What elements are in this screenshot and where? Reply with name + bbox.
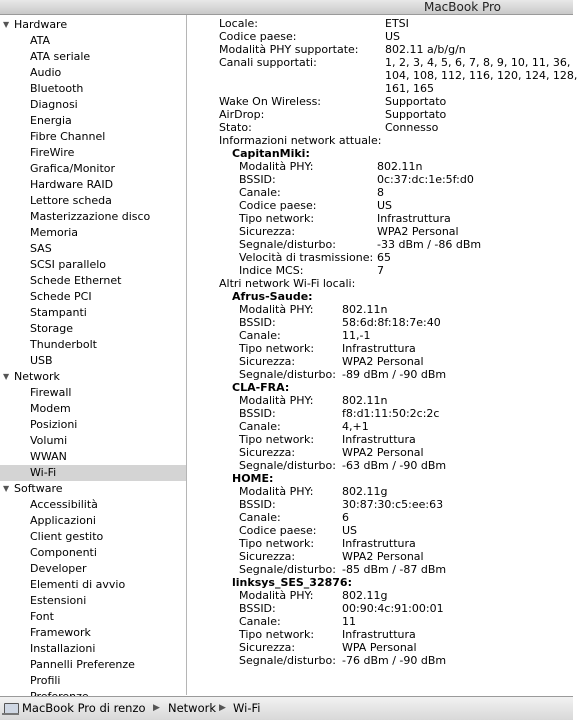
sidebar-item[interactable] <box>0 385 186 401</box>
sidebar-item[interactable] <box>0 657 186 673</box>
detail-row <box>187 342 573 355</box>
detail-value: -33 dBm / -86 dBm <box>377 238 482 251</box>
detail-value: Supportato <box>385 108 447 121</box>
detail-row <box>187 56 573 69</box>
title-bar <box>0 0 573 15</box>
detail-row <box>187 134 573 147</box>
sidebar-item[interactable] <box>0 577 186 593</box>
detail-key: Sicurezza: <box>239 446 296 459</box>
sidebar-item-label: Storage <box>30 322 74 335</box>
detail-value: 802.11n <box>377 160 423 173</box>
sidebar-item-label: Schede Ethernet <box>30 274 122 287</box>
detail-row <box>187 563 573 576</box>
detail-value: 802.11n <box>342 394 388 407</box>
detail-row <box>187 602 573 615</box>
detail-row <box>187 368 573 381</box>
sidebar-item-label: Stampanti <box>30 306 87 319</box>
detail-row <box>187 290 573 303</box>
sidebar-group-label: Network <box>14 370 60 383</box>
sidebar-item[interactable] <box>0 561 186 577</box>
sidebar-item[interactable] <box>0 257 186 273</box>
detail-key: Segnale/disturbo: <box>239 563 336 576</box>
window-title: MacBook Pro <box>423 0 501 14</box>
sidebar-item-label: ATA seriale <box>30 50 91 63</box>
sidebar-item[interactable] <box>0 241 186 257</box>
detail-value: 802.11g <box>342 589 388 602</box>
sidebar[interactable] <box>0 15 187 695</box>
detail-row <box>187 225 573 238</box>
sidebar-item-label: Posizioni <box>30 418 78 431</box>
detail-key: Codice paese: <box>239 199 317 212</box>
sidebar-item[interactable] <box>0 545 186 561</box>
disclosure-triangle-icon[interactable]: ▼ <box>3 484 10 493</box>
sidebar-item[interactable] <box>0 145 186 161</box>
detail-row <box>187 160 573 173</box>
detail-value: 11,-1 <box>342 329 371 342</box>
sidebar-item-label: Estensioni <box>30 594 87 607</box>
detail-value: 00:90:4c:91:00:01 <box>342 602 444 615</box>
detail-row <box>187 329 573 342</box>
detail-row <box>187 303 573 316</box>
detail-key: Altri network Wi-Fi locali: <box>219 277 356 290</box>
sidebar-item[interactable] <box>0 321 186 337</box>
detail-row <box>187 355 573 368</box>
sidebar-item[interactable] <box>0 417 186 433</box>
detail-value: 161, 165 <box>385 82 434 95</box>
sidebar-item-label: Schede PCI <box>30 290 92 303</box>
detail-key: BSSID: <box>239 173 276 186</box>
detail-key: Codice paese: <box>219 30 297 43</box>
detail-value: 30:87:30:c5:ee:63 <box>342 498 444 511</box>
detail-value: US <box>385 30 401 43</box>
sidebar-item-label: Memoria <box>30 226 79 239</box>
detail-row <box>187 30 573 43</box>
sidebar-item-label: FireWire <box>30 146 75 159</box>
detail-value: Supportato <box>385 95 447 108</box>
detail-row <box>187 147 573 160</box>
sidebar-item-label: WWAN <box>30 450 67 463</box>
detail-row <box>187 615 573 628</box>
detail-row <box>187 394 573 407</box>
detail-key: Tipo network: <box>239 537 315 550</box>
detail-key: Modalità PHY: <box>239 303 314 316</box>
detail-row <box>187 654 573 667</box>
detail-key: Modalità PHY: <box>239 160 314 173</box>
sidebar-item[interactable] <box>0 449 186 465</box>
sidebar-item-label: Framework <box>30 626 91 639</box>
sidebar-item[interactable] <box>0 337 186 353</box>
detail-value: Infrastruttura <box>377 212 451 225</box>
sidebar-item-label: Pannelli Preferenze <box>30 658 135 671</box>
sidebar-item-label: Diagnosi <box>30 98 78 111</box>
detail-key: Canale: <box>239 511 281 524</box>
detail-value: 11 <box>342 615 356 628</box>
detail-value: ETSI <box>385 17 409 30</box>
sidebar-group-0[interactable] <box>0 17 186 33</box>
sidebar-group-label: Hardware <box>14 18 68 31</box>
detail-key: Codice paese: <box>239 524 317 537</box>
sidebar-item[interactable] <box>0 465 186 481</box>
detail-row <box>187 641 573 654</box>
detail-row <box>187 316 573 329</box>
detail-value: Connesso <box>385 121 439 134</box>
chevron-right-icon: ▶ <box>153 703 160 713</box>
sidebar-item[interactable] <box>0 513 186 529</box>
detail-key: Segnale/disturbo: <box>239 238 336 251</box>
detail-key: Afrus-Saude: <box>232 290 313 303</box>
detail-key: Modalità PHY: <box>239 485 314 498</box>
detail-key: HOME: <box>232 472 274 485</box>
detail-key: BSSID: <box>239 498 276 511</box>
detail-value: 4,+1 <box>342 420 369 433</box>
detail-value: 65 <box>377 251 391 264</box>
detail-value: 802.11 a/b/g/n <box>385 43 466 56</box>
detail-value: Infrastruttura <box>342 628 416 641</box>
detail-key: Stato: <box>219 121 252 134</box>
detail-value: 802.11n <box>342 303 388 316</box>
sidebar-item-label: Lettore scheda <box>30 194 112 207</box>
detail-key: Locale: <box>219 17 258 30</box>
detail-key: Segnale/disturbo: <box>239 459 336 472</box>
detail-row <box>187 238 573 251</box>
sidebar-item[interactable] <box>0 97 186 113</box>
sidebar-item[interactable] <box>0 209 186 225</box>
detail-row <box>187 485 573 498</box>
detail-key: Wake On Wireless: <box>219 95 322 108</box>
detail-value: WPA2 Personal <box>377 225 459 238</box>
detail-value: 7 <box>377 264 384 277</box>
detail-row <box>187 121 573 134</box>
detail-row <box>187 576 573 589</box>
sidebar-item[interactable] <box>0 161 186 177</box>
detail-key: CLA-FRA: <box>232 381 290 394</box>
detail-row <box>187 433 573 446</box>
detail-key: Canale: <box>239 329 281 342</box>
sidebar-item[interactable] <box>0 529 186 545</box>
detail-key: Segnale/disturbo: <box>239 654 336 667</box>
sidebar-group-2[interactable] <box>0 481 186 497</box>
sidebar-group-label: Software <box>14 482 63 495</box>
sidebar-group-1[interactable] <box>0 369 186 385</box>
detail-value: 802.11g <box>342 485 388 498</box>
path-bar <box>0 696 573 720</box>
detail-key: Segnale/disturbo: <box>239 368 336 381</box>
detail-value: 104, 108, 112, 116, 120, 124, 128, <box>385 69 577 82</box>
detail-value: Infrastruttura <box>342 342 416 355</box>
sidebar-item[interactable] <box>0 273 186 289</box>
sidebar-item[interactable] <box>0 65 186 81</box>
detail-row <box>187 264 573 277</box>
sidebar-item[interactable] <box>0 225 186 241</box>
detail-value: WPA Personal <box>342 641 417 654</box>
detail-key: linksys_SES_32876: <box>232 576 352 589</box>
detail-key: Sicurezza: <box>239 550 296 563</box>
sidebar-item-label: Thunderbolt <box>30 338 97 351</box>
sidebar-item[interactable] <box>0 433 186 449</box>
sidebar-item[interactable] <box>0 401 186 417</box>
breadcrumb-network[interactable]: Network <box>168 701 217 715</box>
detail-value: -63 dBm / -90 dBm <box>342 459 447 472</box>
sidebar-item-label: SCSI parallelo <box>30 258 107 271</box>
sidebar-item-label: Volumi <box>30 434 68 447</box>
detail-row <box>187 524 573 537</box>
detail-row <box>187 407 573 420</box>
sidebar-item[interactable] <box>0 593 186 609</box>
detail-row <box>187 251 573 264</box>
sidebar-item-label: Bluetooth <box>30 82 84 95</box>
detail-row <box>187 550 573 563</box>
sidebar-item-label: Wi-Fi <box>30 466 57 479</box>
detail-row <box>187 446 573 459</box>
detail-row <box>187 589 573 602</box>
detail-key: Canale: <box>239 420 281 433</box>
detail-row <box>187 212 573 225</box>
sidebar-item[interactable] <box>0 497 186 513</box>
detail-key: AirDrop: <box>219 108 265 121</box>
sidebar-item-label: SAS <box>30 242 52 255</box>
detail-key: BSSID: <box>239 602 276 615</box>
detail-key: Tipo network: <box>239 628 315 641</box>
detail-pane <box>187 15 577 695</box>
detail-key: Velocità di trasmissione: <box>239 251 374 264</box>
sidebar-item[interactable] <box>0 49 186 65</box>
chevron-right-icon: ▶ <box>219 703 226 713</box>
detail-value: 58:6d:8f:18:7e:40 <box>342 316 441 329</box>
detail-key: Modalità PHY supportate: <box>219 43 359 56</box>
disclosure-triangle-icon[interactable]: ▼ <box>3 372 10 381</box>
detail-key: Sicurezza: <box>239 641 296 654</box>
sidebar-item[interactable] <box>0 193 186 209</box>
sidebar-item-label: Developer <box>30 562 87 575</box>
detail-value: 1, 2, 3, 4, 5, 6, 7, 8, 9, 10, 11, 36, <box>385 56 571 69</box>
detail-value: Infrastruttura <box>342 433 416 446</box>
detail-key: Canale: <box>239 615 281 628</box>
detail-value: 0c:37:dc:1e:5f:d0 <box>377 173 474 186</box>
sidebar-item-label: Accessibilità <box>30 498 98 511</box>
detail-value: 6 <box>342 511 349 524</box>
laptop-icon <box>4 703 19 714</box>
sidebar-item[interactable] <box>0 113 186 129</box>
sidebar-item[interactable] <box>0 353 186 369</box>
detail-key: BSSID: <box>239 316 276 329</box>
detail-row <box>187 420 573 433</box>
sidebar-item[interactable] <box>0 609 186 625</box>
sidebar-item-label: Applicazioni <box>30 514 96 527</box>
detail-row <box>187 537 573 550</box>
sidebar-item-label: Installazioni <box>30 642 96 655</box>
detail-value: -85 dBm / -87 dBm <box>342 563 447 576</box>
detail-value: Infrastruttura <box>342 537 416 550</box>
detail-key: Informazioni network attuale: <box>219 134 382 147</box>
sidebar-item-label: Profili <box>30 674 61 687</box>
sidebar-item[interactable] <box>0 289 186 305</box>
detail-key: Tipo network: <box>239 342 315 355</box>
detail-row <box>187 69 577 82</box>
detail-key: Modalità PHY: <box>239 589 314 602</box>
detail-key: BSSID: <box>239 407 276 420</box>
detail-key: Indice MCS: <box>239 264 304 277</box>
detail-row <box>187 628 573 641</box>
detail-row <box>187 199 573 212</box>
detail-row <box>187 173 573 186</box>
detail-row <box>187 95 573 108</box>
sidebar-item-label: Elementi di avvio <box>30 578 126 591</box>
sidebar-item[interactable] <box>0 641 186 657</box>
sidebar-item[interactable] <box>0 33 186 49</box>
detail-key: Sicurezza: <box>239 225 296 238</box>
detail-row <box>187 108 573 121</box>
detail-value: WPA2 Personal <box>342 446 424 459</box>
detail-row <box>187 186 573 199</box>
detail-value: 8 <box>377 186 384 199</box>
detail-row <box>187 511 573 524</box>
detail-key: Canale: <box>239 186 281 199</box>
detail-key: Modalità PHY: <box>239 394 314 407</box>
sidebar-item[interactable] <box>0 625 186 641</box>
detail-value: f8:d1:11:50:2c:2c <box>342 407 440 420</box>
detail-value: -89 dBm / -90 dBm <box>342 368 447 381</box>
detail-key: Sicurezza: <box>239 355 296 368</box>
sidebar-item[interactable] <box>0 81 186 97</box>
detail-value: WPA2 Personal <box>342 550 424 563</box>
sidebar-item-label: USB <box>30 354 53 367</box>
detail-key: Tipo network: <box>239 433 315 446</box>
detail-value: US <box>377 199 393 212</box>
detail-value: US <box>342 524 358 537</box>
sidebar-item-label: Hardware RAID <box>30 178 114 191</box>
sidebar-item-label: Modem <box>30 402 71 415</box>
detail-row <box>187 277 573 290</box>
sidebar-item[interactable] <box>0 305 186 321</box>
sidebar-item[interactable] <box>0 177 186 193</box>
detail-row <box>187 17 573 30</box>
detail-row <box>187 381 573 394</box>
breadcrumb-computer[interactable]: MacBook Pro di renzo <box>22 701 146 715</box>
sidebar-item[interactable] <box>0 673 186 689</box>
detail-row <box>187 472 573 485</box>
disclosure-triangle-icon[interactable]: ▼ <box>3 20 10 29</box>
detail-key: CapitanMiki: <box>232 147 310 160</box>
sidebar-item-label: Audio <box>30 66 62 79</box>
detail-value: WPA2 Personal <box>342 355 424 368</box>
sidebar-item-label: Client gestito <box>30 530 104 543</box>
detail-value: -76 dBm / -90 dBm <box>342 654 447 667</box>
breadcrumb-wifi[interactable]: Wi-Fi <box>233 701 261 715</box>
sidebar-item-label: Grafica/Monitor <box>30 162 116 175</box>
sidebar-item[interactable] <box>0 129 186 145</box>
detail-row <box>187 459 573 472</box>
detail-row <box>187 498 573 511</box>
detail-row <box>187 82 573 95</box>
detail-key: Canali supportati: <box>219 56 317 69</box>
sidebar-item-label: Firewall <box>30 386 72 399</box>
detail-row <box>187 43 573 56</box>
sidebar-item-label: Font <box>30 610 54 623</box>
sidebar-item-label: ATA <box>30 34 51 47</box>
sidebar-item-label: Fibre Channel <box>30 130 106 143</box>
sidebar-item-label: Energia <box>30 114 72 127</box>
sidebar-item-label: Componenti <box>30 546 97 559</box>
detail-key: Tipo network: <box>239 212 315 225</box>
sidebar-item-label: Masterizzazione disco <box>30 210 151 223</box>
